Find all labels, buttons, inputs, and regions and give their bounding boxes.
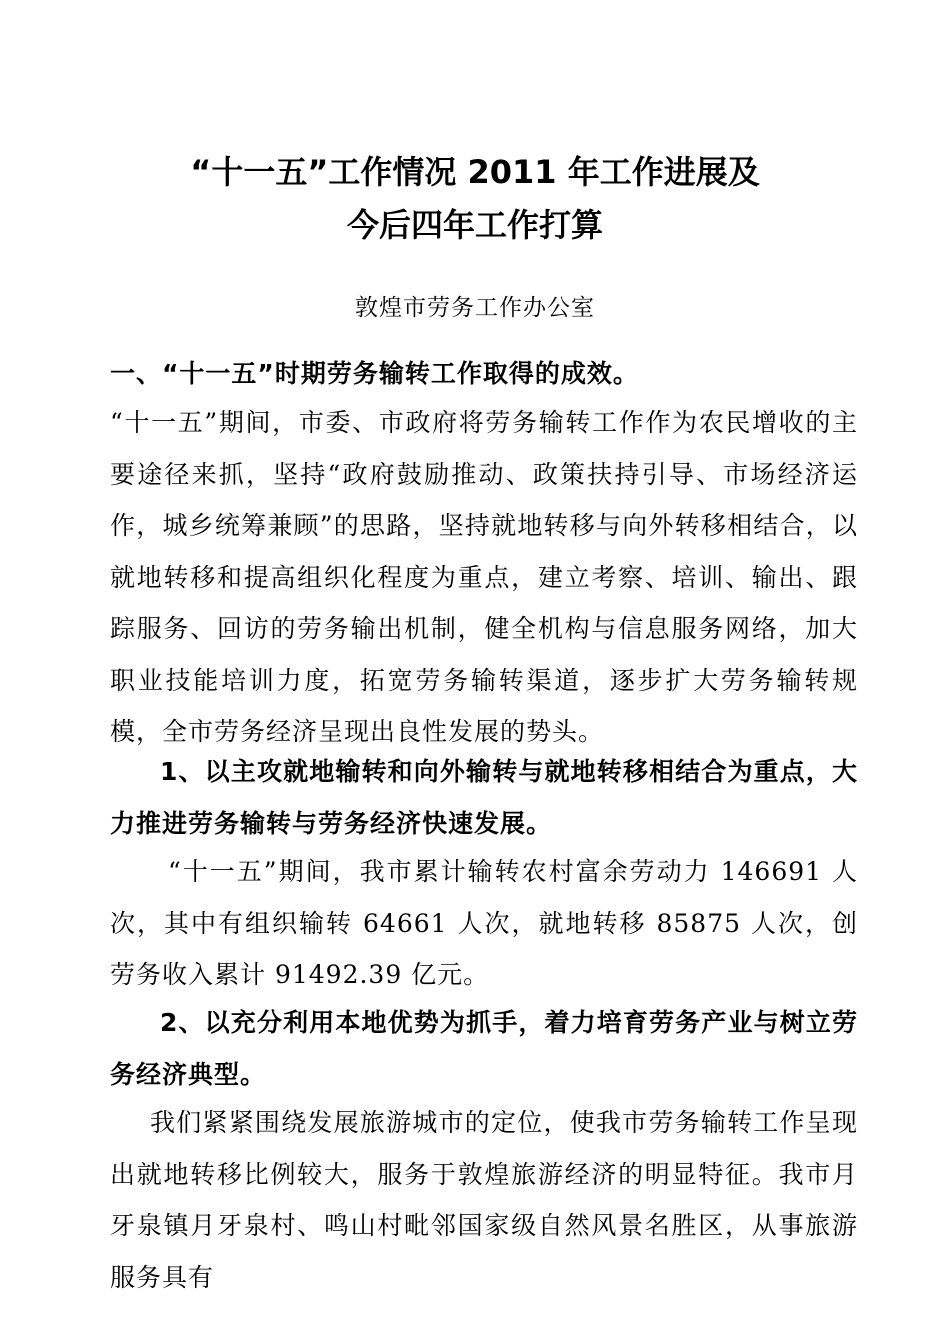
subheading-2: 2、以充分利用本地优势为抓手，着力培育劳务产业与树立劳务经济典型。 [110,1008,858,1089]
subheading-1: 1、以主攻就地输转和向外输转与就地转移相结合为重点，大力推进劳务输转与劳务经济快速发展。 [110,757,858,838]
section-heading: 一、“十一五”时期劳务输转工作取得的成效。 [110,359,639,388]
author-organization: 敦煌市劳务工作办公室 [355,295,595,321]
document-title-line1: “十一五”工作情况 2011 年工作进展及 [190,153,760,191]
intro-paragraph: “十一五”期间，市委、市政府将劳务输转工作作为农民增收的主要途径来抓，坚持“政府鼓励推动、政策扶持引导、市场经济运作，城乡统筹兼顾”的思路，坚持就地转移与向外转移相结合，以就地转移和提高组织化程度为重点，建立考察、培训、输出、跟踪服务、回访的劳务输出机制，健全机构与信息服务网络，加大职业技能培训力度，拓宽劳务输转渠道，逐步扩大劳务输转规模，全市劳务经济呈现出良性发展的势头。 [110,408,858,746]
paragraph-statistics: “十一五”期间，我市累计输转农村富余劳动力 146691 人次，其中有组织输转 64661 人次，就地转移 85875 人次，创劳务收入累计 91492.39 亿元。 [110,857,858,989]
paragraph-tourism: 我们紧紧围绕发展旅游城市的定位，使我市劳务输转工作呈现出就地转移比例较大，服务于敦煌旅游经济的明显特征。我市月牙泉镇月牙泉村、鸣山村毗邻国家级自然风景名胜区，从事旅游服务具有 [110,1108,858,1292]
document-title-line2: 今后四年工作打算 [346,206,603,244]
